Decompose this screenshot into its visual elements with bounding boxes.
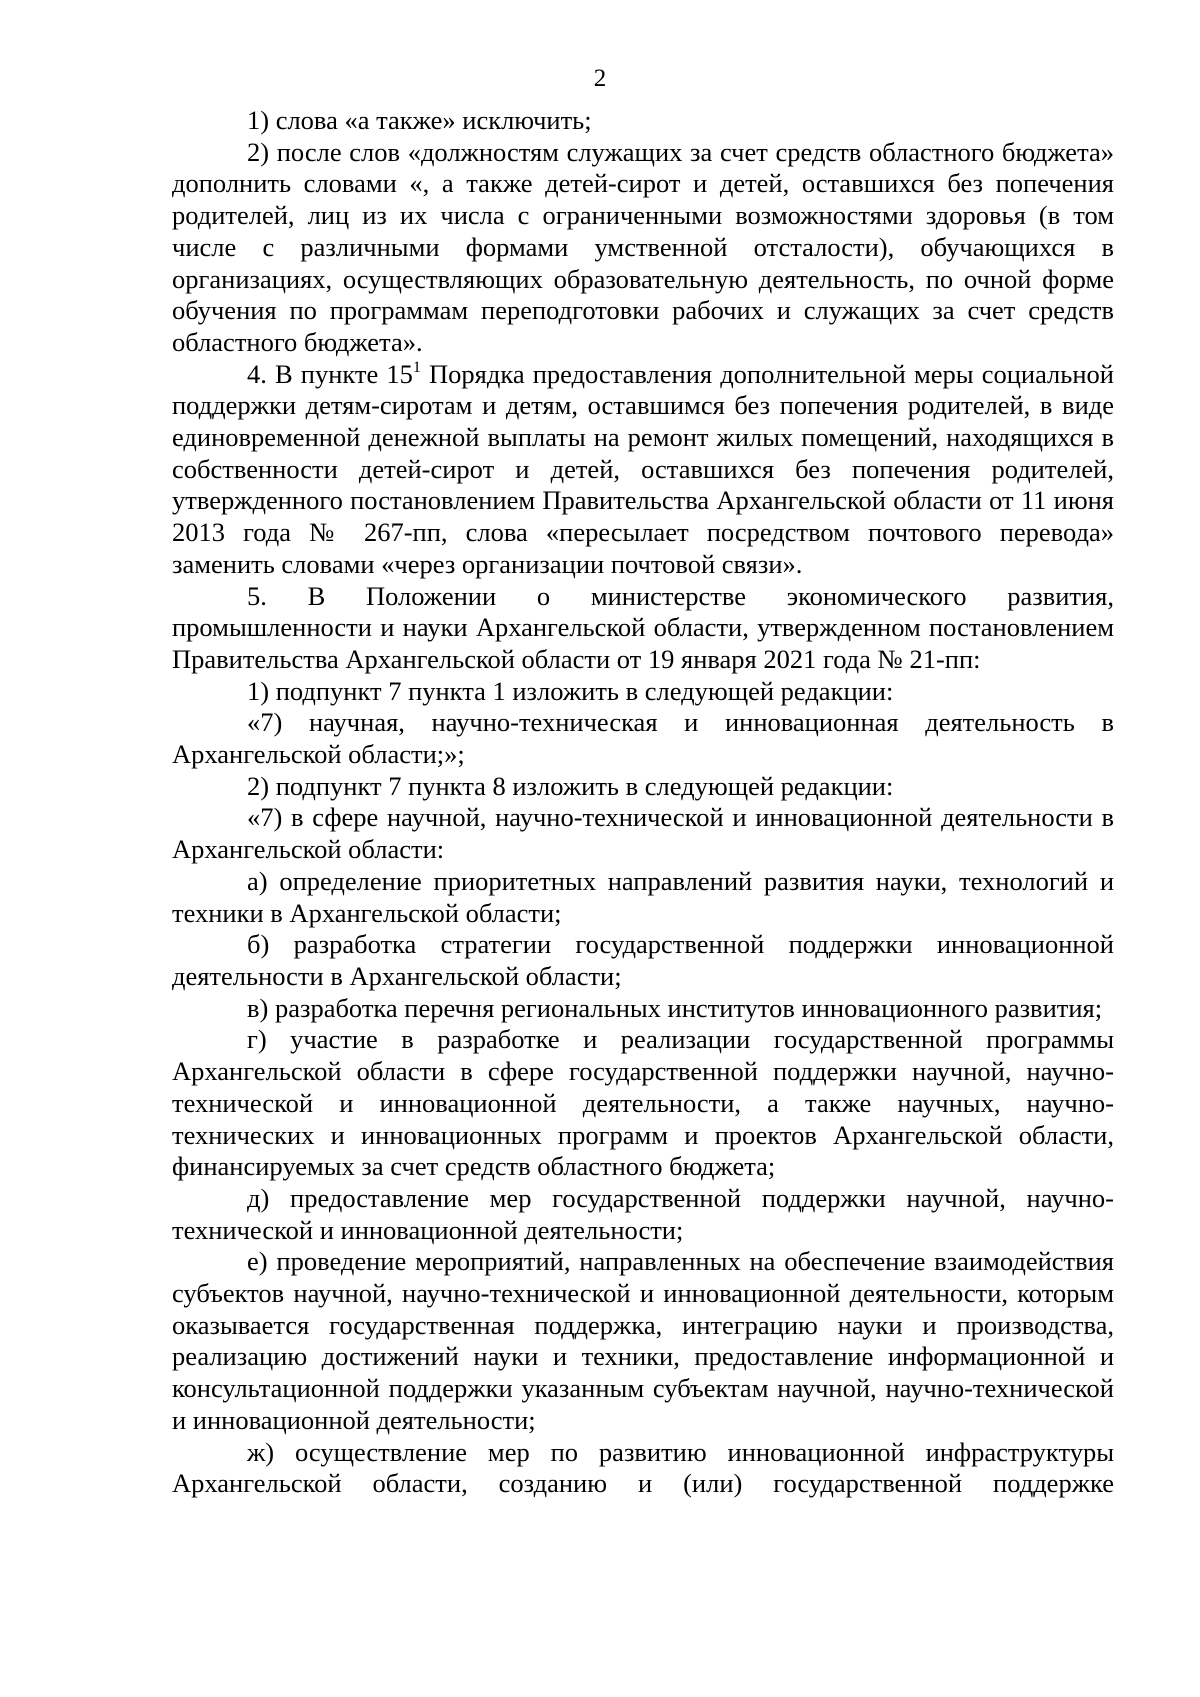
paragraph-a: а) определение приоритетных направлений развития науки, технологий и техники в Архангельской области; xyxy=(172,865,1114,928)
paragraph-5-2-quote: «7) в сфере научной, научно-технической и инновационной деятельности в Архангельской области: xyxy=(172,802,1114,865)
paragraph-zh: ж) осуществление мер по развитию инновационной инфраструктуры Архангельской области, созданию и (или) государственной поддержке xyxy=(172,1436,1114,1499)
paragraph-5-2: 2) подпункт 7 пункта 8 изложить в следующей редакции: xyxy=(247,770,894,801)
document-body xyxy=(172,105,1114,1500)
paragraph-2: 2) после слов «должностям служащих за счет средств областного бюджета» дополнить словами «, а также детей-сирот и детей, оставшихся без попечения родителей, лиц из их числа с ограниченными возможностями здоровья (в том числе с различными формами умственной отсталости), обучающихся в организациях, осуществляющих образовательную деятельность, по очной форме обучения по программам переподготовки рабочих и служащих за счет средств областного бюджета». xyxy=(172,136,1114,357)
paragraph-b: б) разработка стратегии государственной поддержки инновационной деятельности в Архангельской области; xyxy=(172,929,1114,991)
paragraph-e: е) проведение мероприятий, направленных на обеспечение взаимодействия субъектов научной, научно-технической и инновационной деятельности, которым оказывается государственная поддержка, интеграцию науки и производства, реализацию достижений науки и техники, предоставление информационной и консультационной поддержки указанным субъектам научной, научно-технической и инновационной деятельности; xyxy=(172,1246,1114,1435)
paragraph-1: 1) слова «а также» исключить; xyxy=(247,105,592,135)
paragraph-5-1-quote: «7) научная, научно-техническая и инновационная деятельность в Архангельской области;»; xyxy=(172,707,1114,770)
paragraph-g: г) участие в разработке и реализации государственной программы Архангельской области в сфере государственной поддержки научной, научно-технической и инновационной деятельности, а также научных, научно-технических и инновационных программ и проектов Архангельской области, финансируемых за счет средств областного бюджета; xyxy=(172,1024,1114,1182)
paragraph-d: д) предоставление мер государственной поддержки научной, научно-технической и инновационной деятельности; xyxy=(172,1182,1114,1245)
item-4-superscript: 1 xyxy=(412,358,421,376)
page-number: 2 xyxy=(593,65,607,92)
paragraph-item-5: 5. В Положении о министерстве экономического развития, промышленности и науки Архангельской области, утвержденном постановлением Правительства Архангельской области от 19 января 2021 года № 21-пп: xyxy=(172,580,1114,674)
paragraph-v: в) разработка перечня региональных институтов инновационного развития; xyxy=(247,992,1103,1023)
item-4-lead: 4. В пункте 15 xyxy=(247,358,413,389)
paragraph-5-1: 1) подпункт 7 пункта 1 изложить в следующей редакции: xyxy=(247,675,894,706)
paragraph-item-4 xyxy=(172,359,1114,581)
item-4-text: Порядка предоставления дополнительной меры социальной поддержки детям-сиротам и детям, оставшимся без попечения родителей, в виде единовременной денежной выплаты на ремонт жилых помещений, находящихся в собственности детей-сирот и детей, оставшихся без попечения родителей, утвержденного постановлением Правительства Архангельской области от 11 июня 2013 года № 267-пп, слова «пересылает посредством почтового перевода» заменить словами «через организации почтовой связи». xyxy=(172,358,1114,579)
